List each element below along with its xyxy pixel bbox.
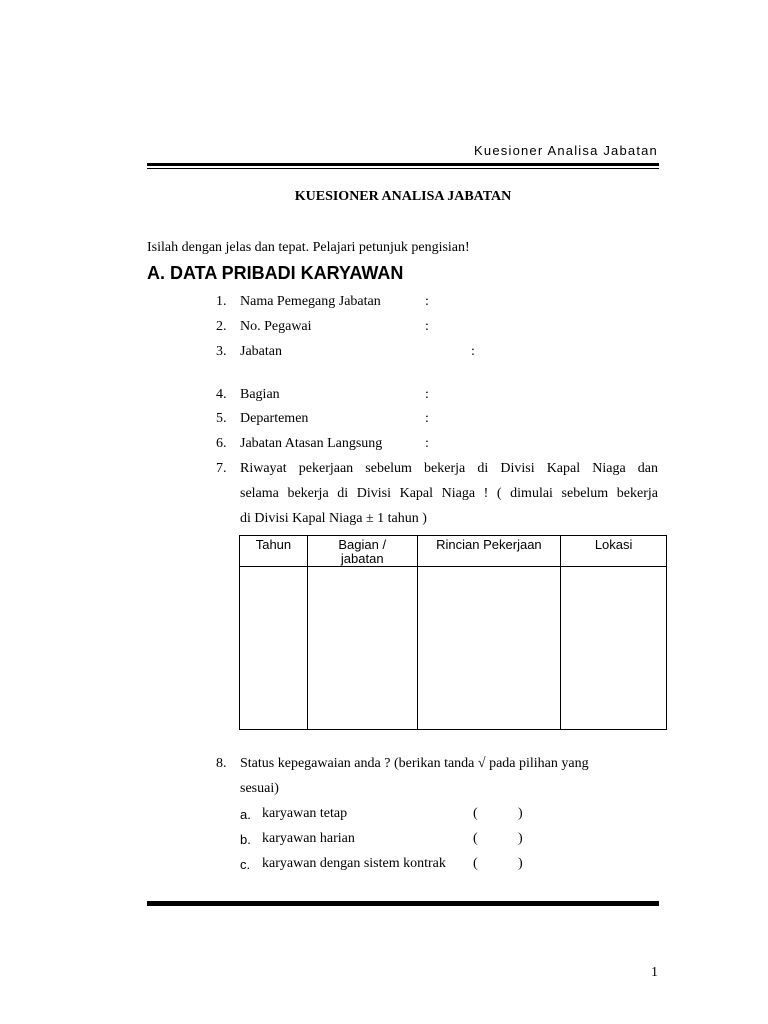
question-7-number: 7. bbox=[216, 461, 227, 476]
header-lokasi: Lokasi bbox=[561, 536, 667, 567]
header-jabatan: jabatan bbox=[340, 551, 384, 566]
field-colon: : bbox=[425, 387, 429, 402]
field-label-atasan: Jabatan Atasan Langsung bbox=[240, 436, 383, 451]
cell-tahun[interactable] bbox=[240, 567, 308, 730]
field-colon: : bbox=[425, 436, 429, 451]
cell-lokasi[interactable] bbox=[561, 567, 667, 730]
checkbox-open-harian[interactable]: ( bbox=[473, 831, 478, 846]
field-colon: : bbox=[425, 294, 429, 309]
field-label-no-pegawai: No. Pegawai bbox=[240, 319, 312, 334]
checkbox-close-harian[interactable]: ) bbox=[518, 831, 523, 846]
field-number: 5. bbox=[216, 411, 227, 426]
field-number: 2. bbox=[216, 319, 227, 334]
header-rule-thick bbox=[147, 163, 659, 166]
header-rule-thin bbox=[147, 168, 659, 169]
field-number: 4. bbox=[216, 387, 227, 402]
option-label-tetap: karyawan tetap bbox=[262, 806, 348, 821]
option-label-harian: karyawan harian bbox=[262, 831, 355, 846]
field-number: 3. bbox=[216, 344, 227, 359]
cell-rincian[interactable] bbox=[417, 567, 561, 730]
header-rincian: Rincian Pekerjaan bbox=[417, 536, 561, 567]
work-history-table bbox=[239, 535, 667, 730]
question-8-number: 8. bbox=[216, 756, 227, 771]
option-letter: b. bbox=[240, 832, 251, 847]
option-letter: c. bbox=[240, 857, 251, 872]
field-colon: : bbox=[425, 319, 429, 334]
option-letter: a. bbox=[240, 807, 251, 822]
document-title: KUESIONER ANALISA JABATAN bbox=[294, 189, 512, 204]
field-label-jabatan: Jabatan bbox=[240, 344, 282, 359]
question-8-line2: sesuai) bbox=[240, 781, 279, 796]
field-colon: : bbox=[471, 344, 475, 359]
option-label-kontrak: karyawan dengan sistem kontrak bbox=[262, 856, 446, 871]
field-colon: : bbox=[425, 411, 429, 426]
section-a-heading: A. DATA PRIBADI KARYAWAN bbox=[147, 263, 404, 283]
header-bagian-jabatan bbox=[307, 536, 417, 567]
header-bagian: Bagian / bbox=[338, 537, 387, 552]
checkbox-open-kontrak[interactable]: ( bbox=[473, 856, 478, 871]
question-7-line: di Divisi Kapal Niaga ± 1 tahun ) bbox=[240, 511, 427, 526]
running-header: Kuesioner Analisa Jabatan bbox=[474, 143, 658, 158]
instruction-text: Isilah dengan jelas dan tepat. Pelajari petunjuk pengisian! bbox=[147, 240, 470, 255]
header-tahun: Tahun bbox=[240, 536, 308, 567]
field-number: 6. bbox=[216, 436, 227, 451]
checkbox-close-tetap[interactable]: ) bbox=[518, 806, 523, 821]
page-number: 1 bbox=[651, 965, 658, 980]
question-7-text bbox=[240, 456, 658, 531]
question-8-line1: Status kepegawaian anda ? (berikan tanda √ pada pilihan yang bbox=[240, 756, 589, 771]
checkbox-open-tetap[interactable]: ( bbox=[473, 806, 478, 821]
question-7-line: Riwayat pekerjaan sebelum bekerja di Divisi Kapal Niaga dan bbox=[240, 461, 658, 476]
field-label-bagian: Bagian bbox=[240, 387, 280, 402]
question-7-line: selama bekerja di Divisi Kapal Niaga ! ( dimulai sebelum bekerja bbox=[240, 486, 658, 501]
field-label-nama: Nama Pemegang Jabatan bbox=[240, 294, 381, 309]
field-number: 1. bbox=[216, 294, 227, 309]
footer-rule bbox=[147, 901, 659, 906]
field-label-departemen: Departemen bbox=[240, 411, 309, 426]
cell-bagian-jabatan[interactable] bbox=[307, 567, 417, 730]
checkbox-close-kontrak[interactable]: ) bbox=[518, 856, 523, 871]
